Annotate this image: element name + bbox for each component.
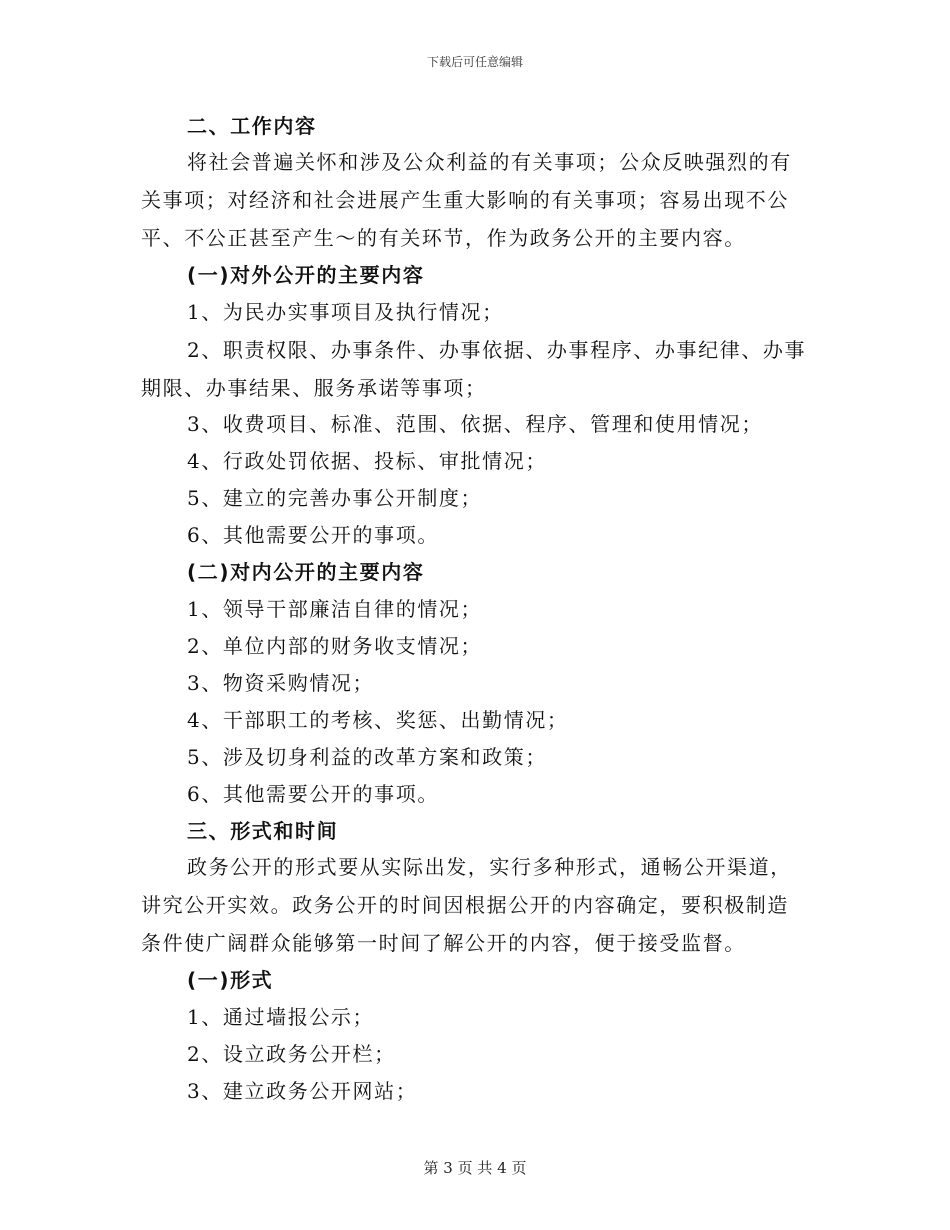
list-item-continuation: 期限、办事结果、服务承诺等事项； (141, 376, 487, 400)
list-item: 6、其他需要公开的事项。 (187, 782, 439, 806)
paragraph-line: 平、不公正甚至产生～的有关环节，作为政务公开的主要内容。 (141, 226, 746, 250)
list-item: 6、其他需要公开的事项。 (187, 523, 439, 547)
list-item: 3、建立政务公开网站； (187, 1079, 418, 1103)
header-note: 下载后可任意编辑 (426, 55, 523, 69)
list-item: 5、涉及切身利益的改革方案和政策； (187, 745, 547, 769)
list-item: 1、领导干部廉洁自律的情况； (187, 597, 483, 621)
paragraph-line: 关事项；对经济和社会进展产生重大影响的有关事项；容易出现不公 (141, 188, 789, 212)
page-number-footer: 第 3 页 共 4 页 (423, 1159, 527, 1177)
subsection-heading-external: (一)对外公开的主要内容 (187, 263, 425, 287)
list-item: 2、职责权限、办事条件、办事依据、办事程序、办事纪律、办事 (187, 338, 807, 362)
list-item: 4、行政处罚依据、投标、审批情况； (187, 449, 547, 473)
paragraph-line: 讲究公开实效。政务公开的时间因根据公开的内容确定，要积极制造 (141, 893, 789, 917)
paragraph-line: 将社会普遍关怀和涉及公众利益的有关事项；公众反映强烈的有 (187, 150, 792, 174)
paragraph-line: 政务公开的形式要从实际出发，实行多种形式，通畅公开渠道， (187, 855, 792, 879)
section-heading-form-time: 三、形式和时间 (187, 819, 339, 843)
list-item: 1、为民办实事项目及执行情况； (187, 300, 504, 324)
list-item: 3、物资采购情况； (187, 671, 375, 695)
list-item: 5、建立的完善办事公开制度； (187, 486, 483, 510)
subsection-heading-form: (一)形式 (187, 968, 274, 992)
list-item: 4、干部职工的考核、奖惩、出勤情况； (187, 708, 569, 732)
list-item: 2、设立政务公开栏； (187, 1042, 396, 1066)
list-item: 3、收费项目、标准、范围、依据、程序、管理和使用情况； (187, 412, 763, 436)
list-item: 2、单位内部的财务收支情况； (187, 634, 483, 658)
list-item: 1、通过墙报公示； (187, 1005, 375, 1029)
subsection-heading-internal: (二)对内公开的主要内容 (187, 560, 425, 584)
paragraph-line: 条件使广阔群众能够第一时间了解公开的内容，便于接受监督。 (141, 931, 746, 955)
section-heading-work-content: 二、工作内容 (187, 114, 317, 138)
